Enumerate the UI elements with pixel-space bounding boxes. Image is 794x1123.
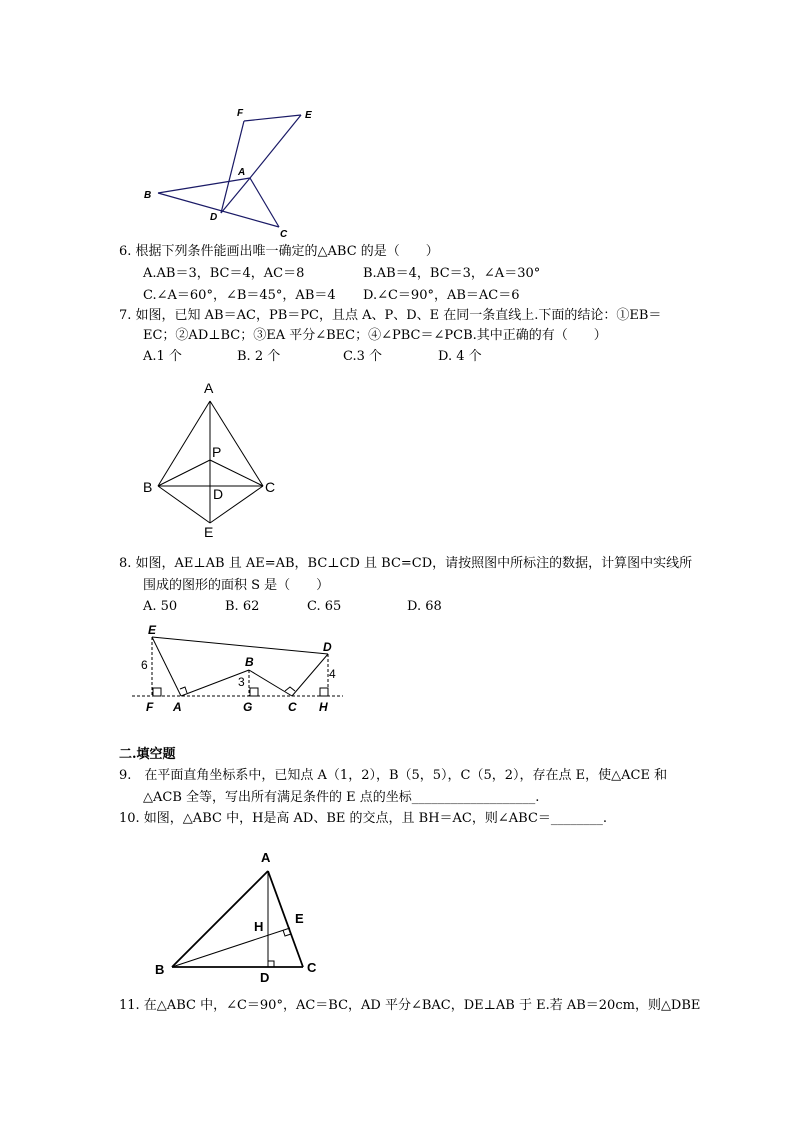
figure-1 [140, 100, 330, 240]
label-c: C [288, 700, 297, 714]
label-e: E [305, 110, 312, 121]
q8-option-d: D. 68 [407, 599, 442, 614]
q6-option-a: A.AB＝3，BC＝4，AC＝8 [143, 266, 305, 281]
q7-option-c: C.3 个 [343, 349, 383, 364]
figure-3 [128, 618, 348, 718]
segment-fe [244, 115, 301, 121]
label-a: A [173, 700, 182, 714]
q6-option-c: C.∠A＝60°，∠B＝45°，AB＝4 [143, 288, 336, 303]
q6-option-d: D.∠C＝90°，AB＝AC＝6 [363, 288, 520, 303]
q8-line-1: 8. 如图，AE⊥AB 且 AE=AB，BC⊥CD 且 BC=CD，请按照图中所标注的数据，计算图中实线所 [119, 556, 693, 571]
segment-ba [158, 178, 250, 193]
label-h: H [319, 700, 328, 714]
label-d: D [323, 640, 332, 654]
q8-option-c: C. 65 [307, 599, 342, 614]
label-a: A [261, 850, 271, 865]
q7-option-a: A.1 个 [143, 349, 182, 364]
label-c: C [265, 479, 276, 495]
label-f: F [146, 700, 154, 714]
label-e: E [148, 623, 157, 637]
q11-stem: 11. 在△ABC 中，∠C＝90°，AC＝BC，AD 平分∠BAC，DE⊥AB 于 E.若 AB＝20cm，则△DBE [119, 998, 701, 1013]
label-c: C [280, 229, 288, 240]
label-f: F [237, 108, 244, 119]
number-dh: 4 [329, 667, 336, 681]
figure-2 [138, 375, 288, 545]
label-d: D [260, 970, 270, 983]
q9-line-2: △ACB 全等，写出所有满足条件的 E 点的坐标___________________. [143, 790, 540, 805]
figure-4 [150, 848, 330, 983]
label-c: C [307, 960, 317, 975]
label-e: E [295, 911, 304, 926]
segment-bc [158, 193, 279, 227]
label-p: P [212, 444, 222, 460]
q6-stem: 6. 根据下列条件能画出唯一确定的△ABC 的是（ ） [119, 244, 439, 259]
label-d: D [210, 212, 218, 223]
q7-line-1: 7. 如图，已知 AB＝AC，PB＝PC，且点 A、P、D、E 在同一条直线上.下面的结论：①EB＝ [119, 308, 662, 323]
q10-stem: 10. 如图，△ABC 中，H是高 AD、BE 的交点，且 BH＝AC，则∠ABC＝________. [119, 811, 608, 826]
label-e: E [204, 524, 214, 540]
label-b: B [245, 655, 254, 669]
q8-option-a: A. 50 [143, 599, 178, 614]
q6-option-b: B.AB＝4，BC＝3，∠A＝30° [363, 266, 541, 281]
label-g: G [243, 700, 253, 714]
q9-line-1: 9. 在平面直角坐标系中，已知点 A（1，2），B（5，5），C（5，2），存在点 E，使△ACE 和 [119, 768, 668, 783]
label-a: A [204, 380, 214, 396]
q7-line-2: EC；②AD⊥BC；③EA 平分∠BEC；④∠PBC＝∠PCB.其中正确的有（ ） [143, 328, 607, 343]
label-a: A [238, 167, 246, 178]
number-ef: 6 [141, 658, 148, 672]
number-bg: 3 [238, 675, 245, 689]
q8-line-2: 围成的图形的面积 S 是（ ） [143, 578, 330, 593]
label-b: B [144, 190, 152, 201]
q8-option-b: B. 62 [225, 599, 260, 614]
label-b: B [155, 962, 165, 977]
label-d: D [213, 486, 224, 502]
q7-option-b: B. 2 个 [237, 349, 281, 364]
section-title: 二.填空题 [119, 747, 176, 762]
segment-ea [250, 115, 301, 178]
q7-option-d: D. 4 个 [438, 349, 482, 364]
label-h: H [254, 919, 264, 934]
label-b: B [143, 479, 153, 495]
